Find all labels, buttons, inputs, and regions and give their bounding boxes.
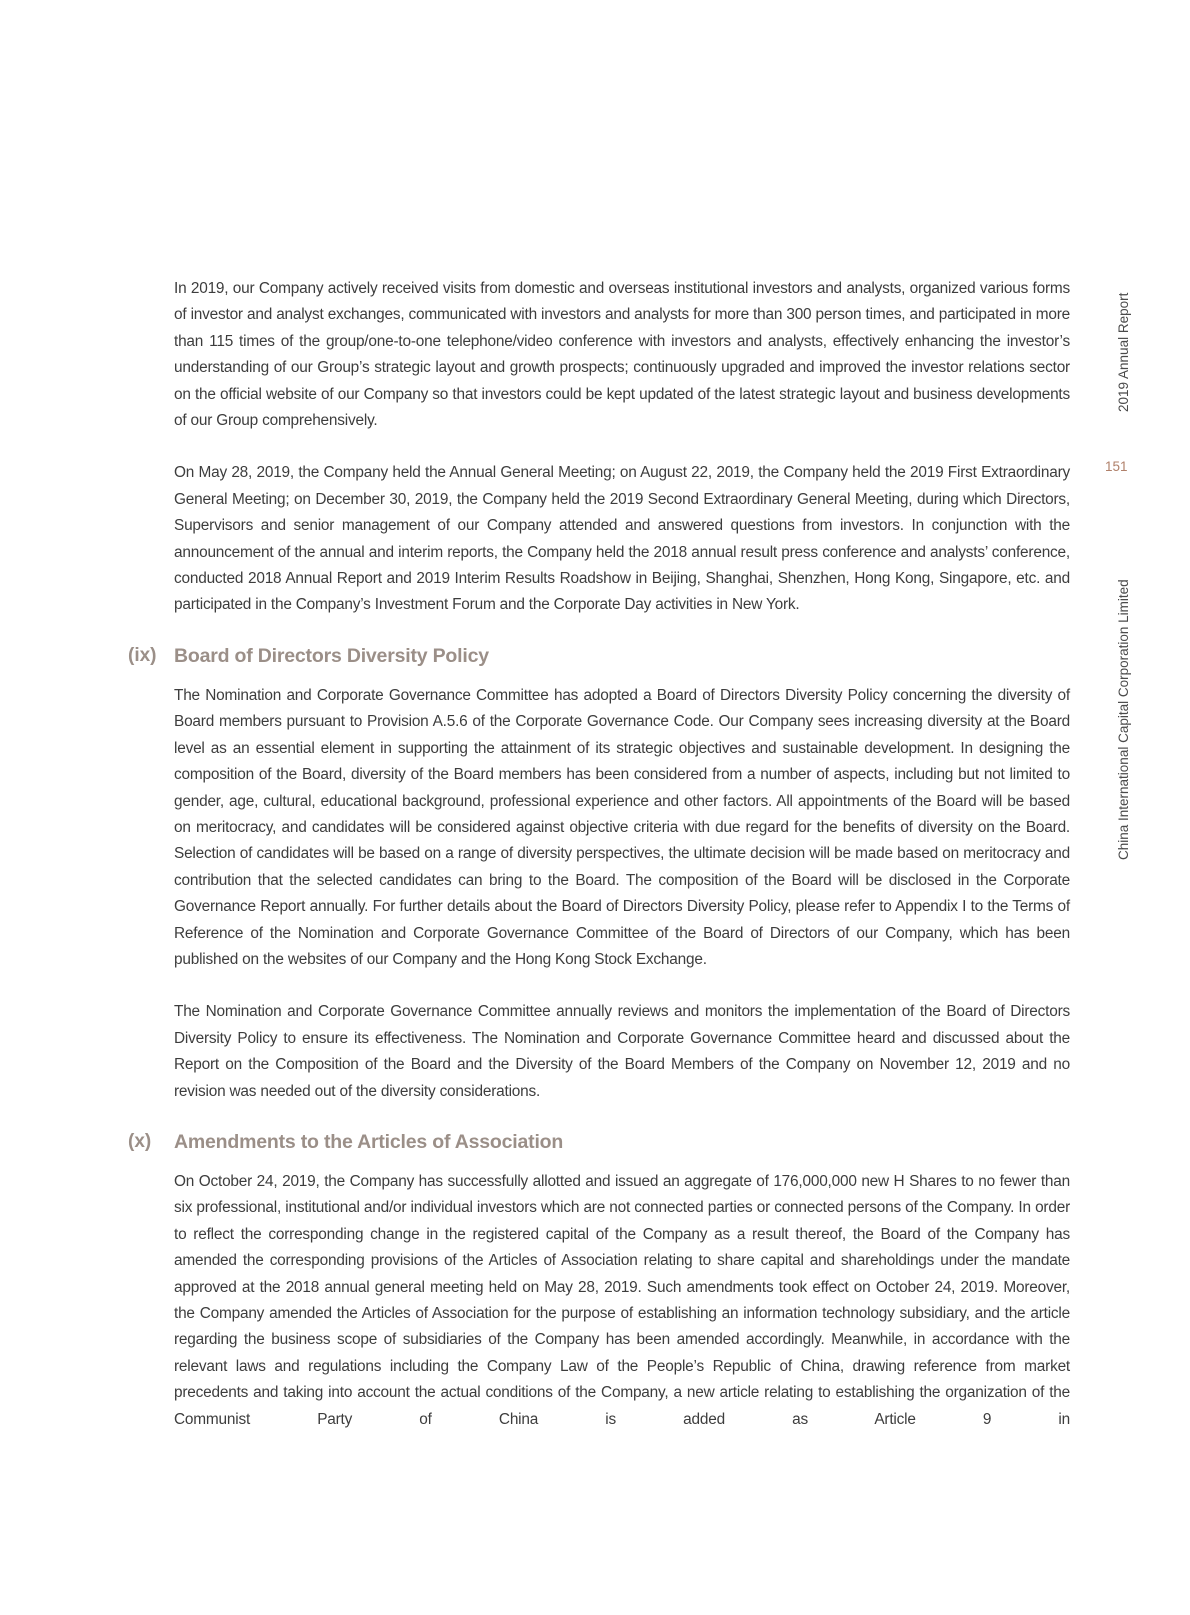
- paragraph: In 2019, our Company actively received visits from domestic and overseas institutional investors and analysts, organized various forms of investor and analyst exchanges, communicated with investors and analysts for more than 300 person times, and participated in more than 115 times of the group/one-to-one telephone/video conference with investors and analysts, effectively enhancing the investor’s understanding of our Group’s strategic layout and growth prospects; continuously upgraded and improved the investor relations sector on the official website of our Company so that investors could be kept updated of the latest strategic layout and business developments of our Group comprehensively.: [174, 280, 1070, 430]
- page-number: 151: [1105, 459, 1128, 474]
- report-title-vertical: 2019 Annual Report: [1116, 292, 1131, 412]
- section-number: (ix): [128, 644, 157, 666]
- section-articles-amendments: [128, 1127, 1070, 1433]
- intro-section: [174, 276, 1070, 619]
- section-heading: [128, 1127, 1070, 1157]
- section-title: Amendments to the Articles of Association: [174, 1130, 564, 1153]
- company-name-vertical: China International Capital Corporation Limited: [1116, 579, 1131, 860]
- paragraph: The Nomination and Corporate Governance Committee annually reviews and monitors the implementation of the Board of Directors Diversity Policy to ensure its effectiveness. The Nomination and Corporate Governance Committee heard and discussed about the Report on the Composition of the Board and the Diversity of the Board Members of the Company on November 12, 2019 and no revision was needed out of the diversity considerations.: [174, 1003, 1070, 1100]
- paragraph: The Nomination and Corporate Governance Committee has adopted a Board of Directors Diversity Policy concerning the diversity of Board members pursuant to Provision A.5.6 of the Corporate Governance Code. Our Company sees increasing diversity at the Board level as an essential element in supporting the attainment of its strategic objectives and sustainable development. In designing the composition of the Board, diversity of the Board members has been considered from a number of aspects, including but not limited to gender, age, cultural, educational background, professional experience and other factors. All appointments of the Board will be based on meritocracy, and candidates will be considered against objective criteria with due regard for the benefits of diversity on the Board. Selection of candidates will be based on a range of diversity perspectives, the ultimate decision will be made based on meritocracy and contribution that the selected candidates can bring to the Board. The composition of the Board will be disclosed in the Corporate Governance Report annually. For further details about the Board of Directors Diversity Policy, please refer to Appendix I to the Terms of Reference of the Nomination and Corporate Governance Committee of the Board of Directors of our Company, which has been published on the websites of our Company and the Hong Kong Stock Exchange.: [174, 686, 1070, 968]
- section-board-diversity-policy: [128, 641, 1070, 1105]
- paragraph: On October 24, 2019, the Company has successfully allotted and issued an aggregate of 176,000,000 new H Shares to no fewer than six professional, institutional and/or individual investors which are not connected parties or connected persons of the Company. In order to reflect the corresponding change in the registered capital of the Company as a result thereof, the Board of the Company has amended the corresponding provisions of the Articles of Association relating to share capital and shareholdings under the mandate approved at the 2018 annual general meeting held on May 28, 2019. Such amendments took effect on October 24, 2019. Moreover, the Company amended the Articles of Association for the purpose of establishing an information technology subsidiary, and the article regarding the business scope of subsidiaries of the Company has been amended accordingly. Meanwhile, in accordance with the relevant laws and regulations including the Company Law of the People’s Republic of China, drawing reference from market precedents and taking into account the actual conditions of the Company, a new article relating to establishing the organization of the Communist Party of China is added as Article 9 in: [174, 1172, 1070, 1428]
- document-body: [128, 276, 1070, 1433]
- paragraph: On May 28, 2019, the Company held the Annual General Meeting; on August 22, 2019, the Company held the 2019 First Extraordinary General Meeting; on December 30, 2019, the Company held the 2019 Second Extraordinary General Meeting, during which Directors, Supervisors and senior management of our Company attended and answered questions from investors. In conjunction with the announcement of the annual and interim reports, the Company held the 2018 annual result press conference and analysts’ conference, conducted 2018 Annual Report and 2019 Interim Results Roadshow in Beijing, Shanghai, Shenzhen, Hong Kong, Singapore, etc. and participated in the Company’s Investment Forum and the Corporate Day activities in New York.: [174, 464, 1070, 614]
- section-title: Board of Directors Diversity Policy: [174, 644, 489, 667]
- section-number: (x): [128, 1130, 152, 1152]
- section-heading: [128, 641, 1070, 671]
